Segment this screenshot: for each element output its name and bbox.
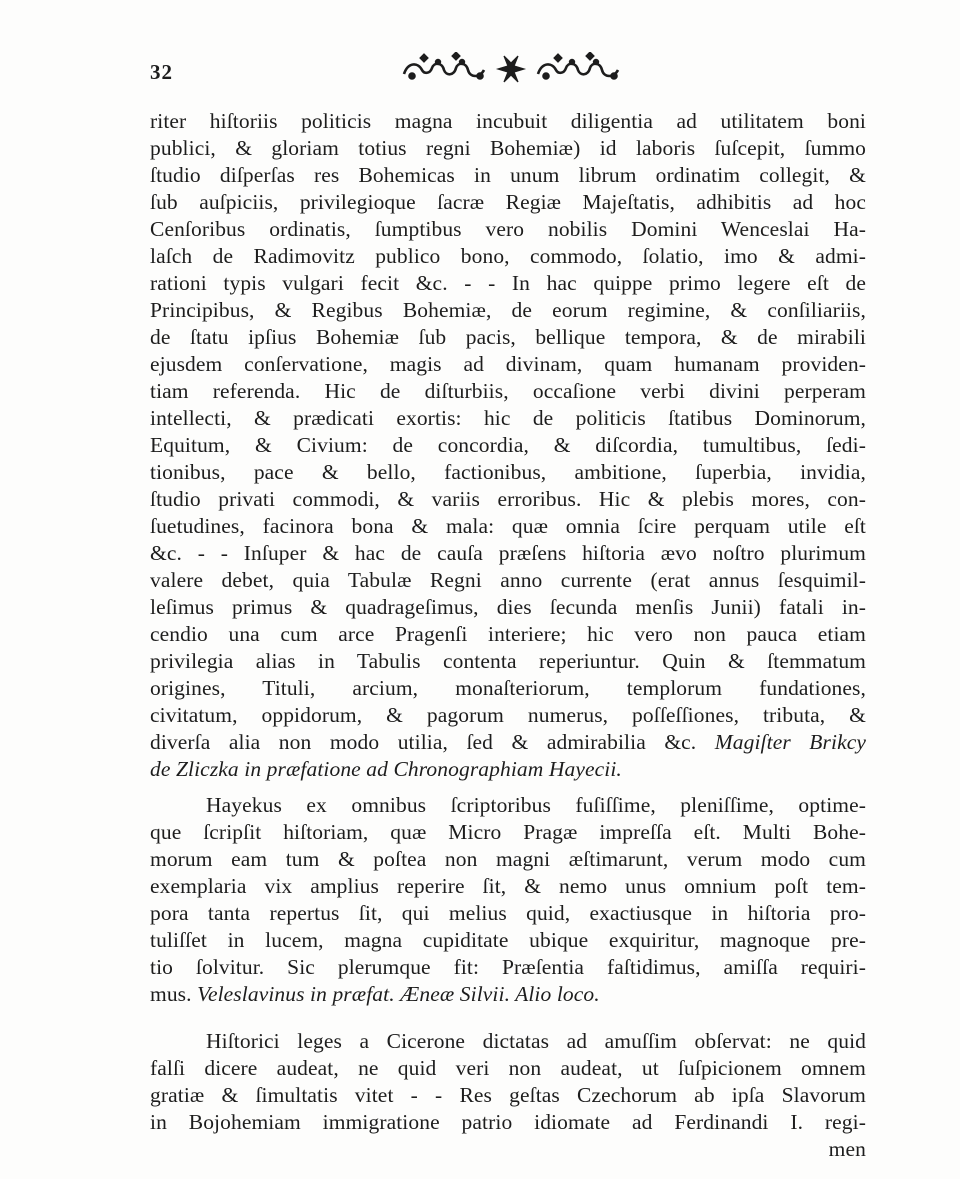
text-line xyxy=(150,459,866,486)
line-text: Cenſoribus ordinatis, ſumptibus vero nobilis Domini Wenceslai Ha- xyxy=(150,217,866,241)
line-text: de ſtatu ipſius Bohemiæ ſub pacis, bellique tempora, & de mirabili xyxy=(150,325,866,349)
line-text: exemplaria vix amplius reperire ſit, & nemo unus omnium poſt tem- xyxy=(150,874,866,898)
line-text: morum eam tum & poſtea non magni æſtimarunt, verum modo cum xyxy=(150,847,866,871)
line-text: intellecti, & prædicati exortis: hic de politicis ſtatibus Dominorum, xyxy=(150,406,866,430)
line-text: ſtudio privati commodi, & variis erroribus. Hic & plebis mores, con- xyxy=(150,487,866,511)
text-line xyxy=(150,594,866,621)
line-text: valere debet, quia Tabulæ Regni anno currente (erat annus ſesquimil- xyxy=(150,568,866,592)
line-text: mus. xyxy=(150,982,198,1006)
line-text: privilegia alias in Tabulis contenta reperiuntur. Quin & ſtemmatum xyxy=(150,649,866,673)
line-text: gratiæ & ſimultatis vitet - - Res geſtas Czechorum ab ipſa Slavorum xyxy=(150,1083,866,1107)
line-text: laſch de Radimovitz publico bono, commodo, ſolatio, imo & admi- xyxy=(150,244,866,268)
line-text: rationi typis vulgari fecit &c. - - In hac quippe primo legere eſt de xyxy=(150,271,866,295)
text-line xyxy=(150,351,866,378)
line-text: leſimus primus & quadrageſimus, dies ſecunda menſis Junii) fatali in- xyxy=(150,595,866,619)
text-line xyxy=(150,927,866,954)
citation-text: Magiſter Brikcy xyxy=(714,730,866,754)
text-line xyxy=(150,270,866,297)
text-line xyxy=(150,135,866,162)
line-text: origines, Tituli, arcium, monaſteriorum, templorum fundationes, xyxy=(150,676,866,700)
line-text: Hayekus ex omnibus ſcriptoribus fuſiſſime, pleniſſime, optime- xyxy=(206,793,866,817)
text-line xyxy=(150,621,866,648)
line-text: ſub auſpiciis, privilegioque ſacræ Regiæ Majeſtatis, adhibitis ad hoc xyxy=(150,190,866,214)
text-line xyxy=(150,297,866,324)
text-line xyxy=(150,873,866,900)
text-line xyxy=(150,405,866,432)
text-line xyxy=(150,567,866,594)
catchword: men xyxy=(828,1137,866,1161)
text-line xyxy=(150,378,866,405)
text-line xyxy=(150,846,866,873)
text-line xyxy=(150,216,866,243)
line-text: tionibus, pace & bello, factionibus, ambitione, ſuperbia, invidia, xyxy=(150,460,866,484)
text-line xyxy=(150,432,866,459)
text-line xyxy=(150,1055,866,1082)
line-text: tiam referenda. Hic de diſturbiis, occaſione verbi divini perperam xyxy=(150,379,866,403)
line-text: cendio una cum arce Pragenſi interiere; hic vero non pauca etiam xyxy=(150,622,866,646)
text-line xyxy=(150,954,866,981)
text-line xyxy=(150,162,866,189)
text-line xyxy=(150,189,866,216)
line-text: falſi dicere audeat, ne quid veri non audeat, ut ſuſpicionem omnem xyxy=(150,1056,866,1080)
text-line xyxy=(150,486,866,513)
line-text: ejusdem conſervatione, magis ad divinam, quam humanam providen- xyxy=(150,352,866,376)
line-text: diverſa alia non modo utilia, ſed & admirabilia &c. xyxy=(150,730,715,754)
text-line xyxy=(150,648,866,675)
line-text: pora tanta repertus ſit, qui melius quid, exactiusque in hiſtoria pro- xyxy=(150,901,866,925)
line-text: que ſcripſit hiſtoriam, quæ Micro Pragæ impreſſa eſt. Multi Bohe- xyxy=(150,820,866,844)
text-line xyxy=(150,513,866,540)
text-line xyxy=(150,675,866,702)
line-text: in Bojohemiam immigratione patrio idiomate ad Ferdinandi I. regi- xyxy=(150,1110,866,1134)
text-line xyxy=(150,819,866,846)
line-text: &c. - - Inſuper & hac de cauſa præſens hiſtoria ævo noſtro plurimum xyxy=(150,541,866,565)
line-text: civitatum, oppidorum, & pagorum numerus, poſſeſſiones, tributa, & xyxy=(150,703,866,727)
text-line xyxy=(150,981,866,1008)
text-line xyxy=(150,1082,866,1109)
line-text: Principibus, & Regibus Bohemiæ, de eorum regimine, & conſiliariis, xyxy=(150,298,866,322)
page-number: 32 xyxy=(150,60,173,84)
text-line xyxy=(150,900,866,927)
line-text: ſuetudines, facinora bona & mala: quæ omnia ſcire perquam utile eſt xyxy=(150,514,866,538)
text-line xyxy=(206,1028,866,1055)
text-line xyxy=(150,729,866,756)
line-text: ſtudio diſperſas res Bohemicas in unum librum ordinatim collegit, & xyxy=(150,163,866,187)
text-line xyxy=(150,243,866,270)
text-line xyxy=(150,702,866,729)
line-text: tuliſſet in lucem, magna cupiditate ubique exquiritur, magnoque pre- xyxy=(150,928,866,952)
line-text: Hiſtorici leges a Cicerone dictatas ad amuſſim obſervat: ne quid xyxy=(206,1029,866,1053)
line-text: Equitum, & Civium: de concordia, & diſcordia, tumultibus, ſedi- xyxy=(150,433,866,457)
text-line xyxy=(150,324,866,351)
line-text: tio ſolvitur. Sic plerumque fit: Præſentia faſtidimus, amiſſa requiri- xyxy=(150,955,866,979)
line-text: riter hiſtoriis politicis magna incubuit diligentia ad utilitatem boni xyxy=(150,109,866,133)
text-line xyxy=(150,540,866,567)
header-ornament xyxy=(400,52,622,86)
citation-text: de Zliczka in præfatione ad Chronographiam Hayecii. xyxy=(150,757,622,781)
text-line xyxy=(206,792,866,819)
citation-text: Veleslavinus in præfat. Æneæ Silvii. Alio loco. xyxy=(197,982,600,1006)
text-line xyxy=(150,756,866,783)
line-text: publici, & gloriam totius regni Bohemiæ) id laboris ſuſcepit, ſummo xyxy=(150,136,866,160)
text-line xyxy=(150,1109,866,1136)
text-line xyxy=(150,108,866,135)
